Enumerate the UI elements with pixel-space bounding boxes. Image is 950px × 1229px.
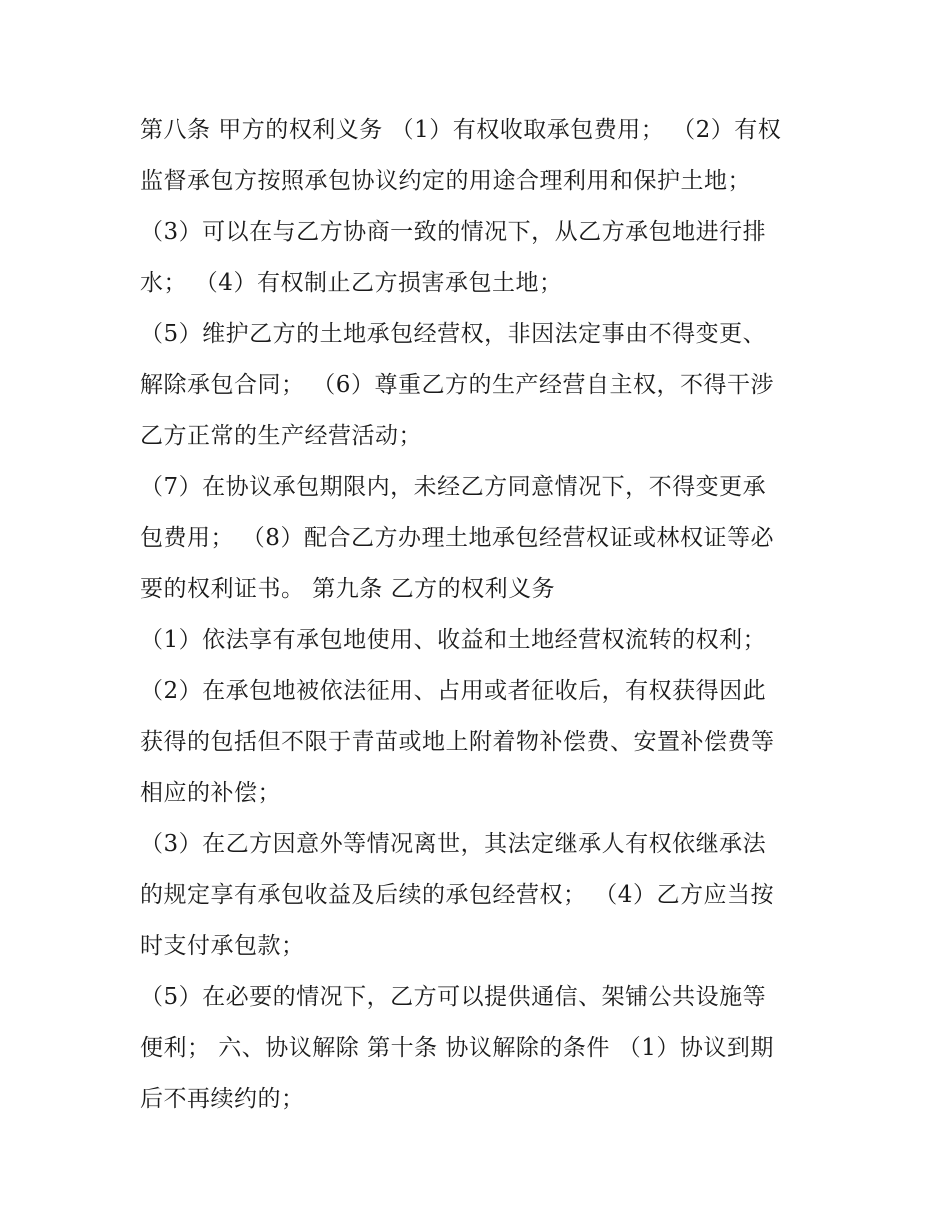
text-line-10: 要的权利证书。 第九条 乙方的权利义务 [140, 576, 556, 602]
text-line-20: 后不再续约的； [140, 1086, 305, 1112]
text-line-6: 解除承包合同； （6）尊重乙方的生产经营自主权，不得干涉 [140, 372, 774, 398]
text-line-1: 第八条 甲方的权利义务 （1）有权收取承包费用； （2）有权 [140, 117, 782, 143]
text-line-3: （3）可以在与乙方协商一致的情况下，从乙方承包地进行排 [140, 219, 767, 245]
text-line-19: 便利； 六、协议解除 第十条 协议解除的条件 （1）协议到期 [140, 1035, 774, 1061]
text-line-15: （3）在乙方因意外等情况离世，其法定继承人有权依继承法 [140, 831, 767, 857]
text-line-7: 乙方正常的生产经营活动； [140, 423, 422, 449]
text-line-4: 水； （4）有权制止乙方损害承包土地； [140, 270, 563, 296]
text-line-16: 的规定享有承包收益及后续的承包经营权； （4）乙方应当按 [140, 882, 774, 908]
text-line-9: 包费用； （8）配合乙方办理土地承包经营权证或林权证等必 [140, 525, 774, 551]
text-line-5: （5）维护乙方的土地承包经营权，非因法定事由不得变更、 [140, 321, 767, 347]
text-line-8: （7）在协议承包期限内，未经乙方同意情况下，不得变更承 [140, 474, 767, 500]
text-line-18: （5）在必要的情况下，乙方可以提供通信、架铺公共设施等 [140, 984, 767, 1010]
text-line-13: 获得的包括但不限于青苗或地上附着物补偿费、安置补偿费等 [140, 729, 775, 755]
document-body [140, 105, 820, 1125]
text-line-2: 监督承包方按照承包协议约定的用途合理利用和保护土地； [140, 168, 751, 194]
text-line-12: （2）在承包地被依法征用、占用或者征收后，有权获得因此 [140, 678, 767, 704]
text-line-17: 时支付承包款； [140, 933, 305, 959]
text-line-14: 相应的补偿； [140, 780, 281, 806]
text-line-11: （1）依法享有承包地使用、收益和土地经营权流转的权利； [140, 627, 767, 653]
